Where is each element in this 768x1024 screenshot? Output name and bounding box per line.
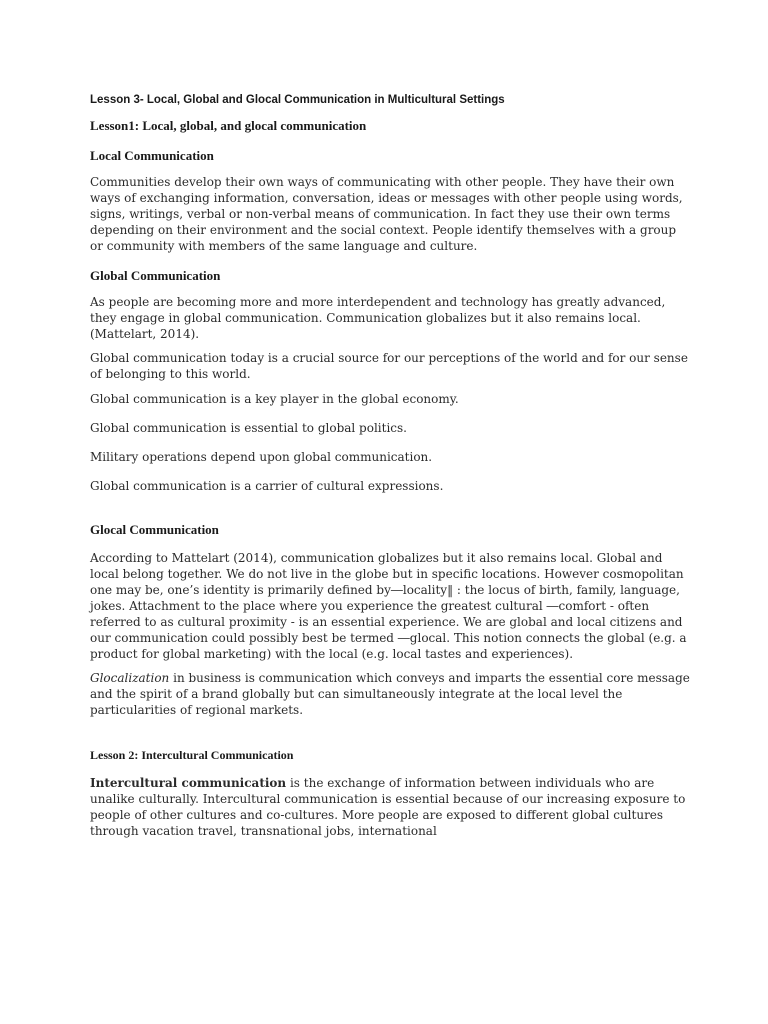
document-page bbox=[90, 94, 690, 839]
glocalization-paragraph bbox=[90, 670, 690, 718]
global-communication-heading: Global Communication bbox=[90, 268, 221, 283]
intercultural-paragraph bbox=[90, 775, 690, 839]
global-paragraph-5: Military operations depend upon global communication. bbox=[90, 450, 433, 464]
intercultural-term: Intercultural communication bbox=[90, 776, 287, 790]
glocalization-term: Glocalization bbox=[90, 671, 170, 685]
global-paragraph-6: Global communication is a carrier of cultural expressions. bbox=[90, 479, 444, 493]
global-paragraph-3: Global communication is a key player in the global economy. bbox=[90, 392, 459, 406]
intercultural-text: is the exchange of information between individuals who are unalike culturally. Intercultural communication is essential because of our increasing exposure to people of other cultures and co-cultures. More people are exposed to different global cultures through vacation travel, transnational jobs, international bbox=[90, 776, 686, 838]
global-paragraph-4: Global communication is essential to global politics. bbox=[90, 421, 407, 435]
glocalization-text: in business is communication which conveys and imparts the essential core message and the spirit of a brand globally but can simultaneously integrate at the local level the particularities of regional markets. bbox=[90, 671, 690, 717]
lesson1-heading: Lesson1: Local, global, and glocal communication bbox=[90, 118, 367, 133]
lesson-title: Lesson 3- Local, Global and Glocal Communication in Multicultural Settings bbox=[90, 94, 505, 106]
local-communication-heading: Local Communication bbox=[90, 148, 214, 163]
glocal-paragraph: According to Mattelart (2014), communication globalizes but it also remains local. Global and local belong together. We do not live in the globe but in specific locations. However cosmopolitan one may be, one’s identity is primarily defined by―locality‖ : the locus of birth, family, language, jokes. Attachment to the place where you experience the greatest cultural ―comfort - often referred to as cultural proximity - is an essential experience. We are global and local citizens and our communication could possibly best be termed ―glocal. This notion connects the global (e.g. a product for global marketing) with the local (e.g. local tastes and experiences). bbox=[90, 551, 687, 661]
glocal-communication-heading: Glocal Communication bbox=[90, 522, 219, 537]
global-paragraph-1: As people are becoming more and more interdependent and technology has greatly advanced, they engage in global communication. Communication globalizes but it also remains local. (Mattelart, 2014). bbox=[90, 295, 666, 341]
local-communication-paragraph: Communities develop their own ways of communicating with other people. They have their own ways of exchanging information, conversation, ideas or messages with other people using words, signs, writings, verbal or non-verbal means of communication. In fact they use their own terms depending on their environment and the social context. People identify themselves with a group or community with members of the same language and culture. bbox=[90, 175, 683, 253]
lesson2-heading: Lesson 2: Intercultural Communication bbox=[90, 748, 294, 762]
global-paragraph-2: Global communication today is a crucial source for our perceptions of the world and for our sense of belonging to this world. bbox=[90, 351, 688, 381]
